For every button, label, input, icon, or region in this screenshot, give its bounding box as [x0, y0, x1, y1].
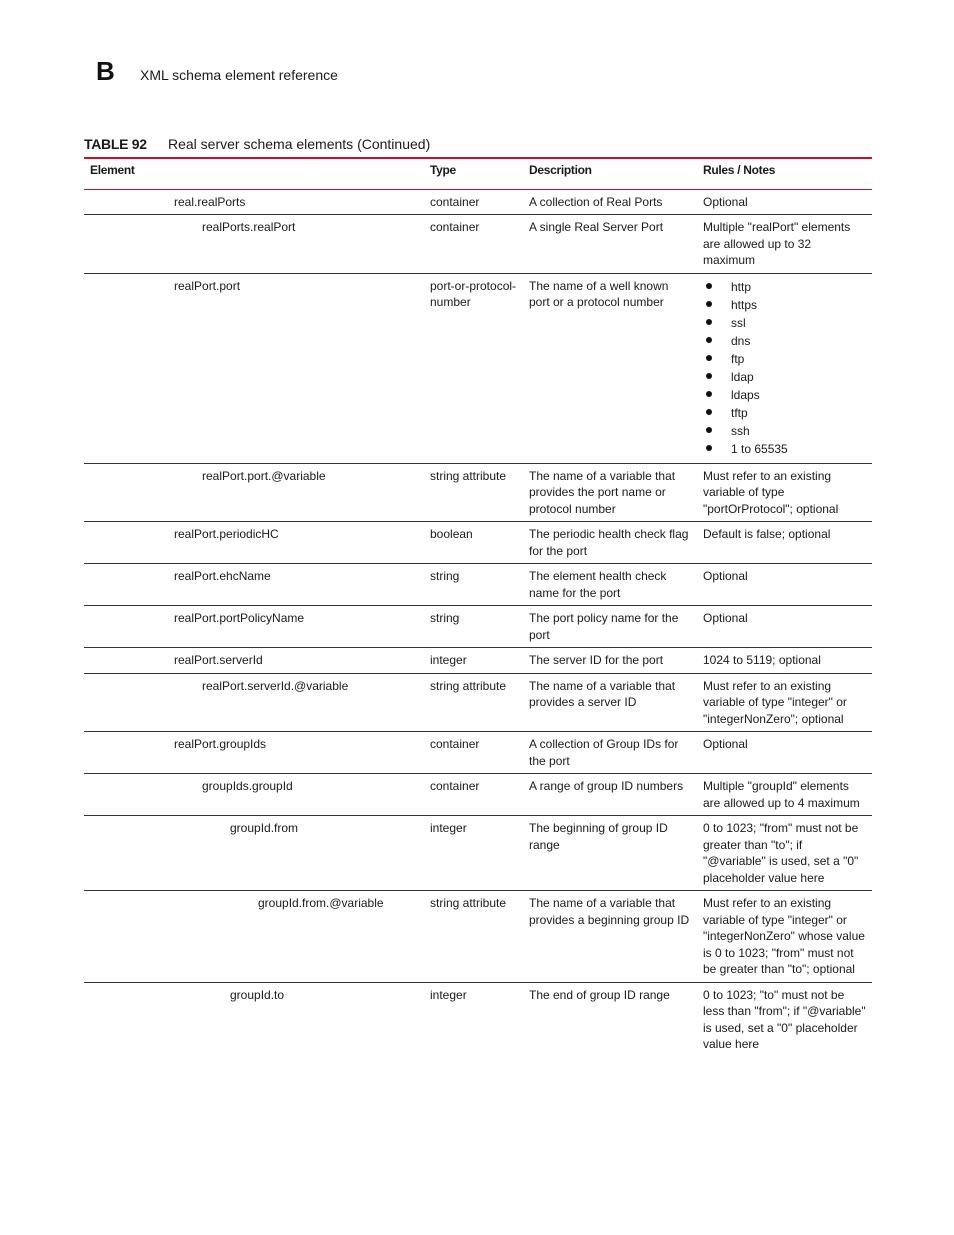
- type-cell: string: [424, 606, 523, 648]
- table-row: [84, 891, 872, 983]
- chapter-letter: B: [96, 56, 115, 86]
- bullet-item: ssh: [703, 422, 866, 440]
- description-cell: The end of group ID range: [529, 987, 670, 1002]
- type-cell: container: [424, 215, 523, 274]
- bullet-item: tftp: [703, 404, 866, 422]
- rules-cell: Optional: [697, 564, 872, 606]
- type-cell: container: [424, 732, 523, 774]
- element-cell: realPort.port: [84, 273, 424, 463]
- element-cell: realPort.port.@variable: [84, 463, 424, 522]
- table-row: [84, 982, 872, 1057]
- bullet-item: ldaps: [703, 386, 866, 404]
- table-row: [84, 648, 872, 674]
- table-row: [84, 673, 872, 732]
- table-title: Real server schema elements (Continued): [168, 136, 431, 152]
- bullet-item: 1 to 65535: [703, 440, 866, 458]
- type-cell: container: [424, 189, 523, 215]
- element-cell: groupId.from.@variable: [84, 891, 424, 983]
- bullet-item: https: [703, 296, 866, 314]
- rules-cell: Optional: [697, 606, 872, 648]
- bullet-item: dns: [703, 332, 866, 350]
- column-header-description: Description: [523, 159, 697, 189]
- table-row: [84, 564, 872, 606]
- bullet-item: http: [703, 278, 866, 296]
- rules-cell: Default is false; optional: [697, 522, 872, 564]
- bullet-item: ldap: [703, 368, 866, 386]
- element-cell: groupId.to: [230, 987, 285, 1002]
- column-header-type: Type: [424, 159, 523, 189]
- type-cell: integer: [430, 987, 467, 1002]
- type-cell: string attribute: [424, 463, 523, 522]
- rules-cell: [697, 273, 872, 463]
- element-cell: realPort.serverId.@variable: [84, 673, 424, 732]
- element-cell: realPort.portPolicyName: [84, 606, 424, 648]
- bullet-item: ftp: [703, 350, 866, 368]
- description-cell: The periodic health check flag for the port: [523, 522, 697, 564]
- rules-cell: Must refer to an existing variable of type "portOrProtocol"; optional: [697, 463, 872, 522]
- description-cell: The name of a variable that provides the port name or protocol number: [523, 463, 697, 522]
- bullet-item: ssl: [703, 314, 866, 332]
- type-cell: integer: [424, 816, 523, 891]
- element-cell: realPort.ehcName: [84, 564, 424, 606]
- rules-cell: Multiple "realPort" elements are allowed up to 32 maximum: [697, 215, 872, 274]
- element-cell: realPorts.realPort: [84, 215, 424, 274]
- table-label: TABLE 92: [84, 136, 147, 152]
- table-row: [84, 522, 872, 564]
- table-row: [84, 189, 872, 215]
- column-header-element: Element: [84, 159, 424, 189]
- description-cell: A collection of Group IDs for the port: [523, 732, 697, 774]
- rules-bullet-list: [703, 278, 866, 458]
- type-cell: string attribute: [424, 673, 523, 732]
- table-caption: [84, 135, 872, 155]
- description-cell: The port policy name for the port: [523, 606, 697, 648]
- schema-table: [84, 159, 872, 1057]
- description-cell: The name of a well known port or a protocol number: [523, 273, 697, 463]
- description-cell: The name of a variable that provides a beginning group ID: [523, 891, 697, 983]
- type-cell: container: [424, 774, 523, 816]
- element-cell: groupId.from: [84, 816, 424, 891]
- element-cell: realPort.serverId: [84, 648, 424, 674]
- type-cell: string attribute: [424, 891, 523, 983]
- description-cell: A collection of Real Ports: [523, 189, 697, 215]
- table-row: [84, 215, 872, 274]
- table-row: [84, 273, 872, 463]
- rules-cell: Optional: [697, 189, 872, 215]
- element-cell: real.realPorts: [84, 189, 424, 215]
- description-cell: A single Real Server Port: [523, 215, 697, 274]
- description-cell: The beginning of group ID range: [523, 816, 697, 891]
- table-header-row: [84, 159, 872, 189]
- rules-cell: 0 to 1023; "from" must not be greater than "to"; if "@variable" is used, set a "0" placeholder value here: [697, 816, 872, 891]
- rules-cell: Must refer to an existing variable of type "integer" or "integerNonZero" whose value is 0 to 1023; "from" must not be greater than "to"; optional: [697, 891, 872, 983]
- type-cell: boolean: [424, 522, 523, 564]
- description-cell: The name of a variable that provides a server ID: [523, 673, 697, 732]
- rules-cell: Optional: [697, 732, 872, 774]
- table-row: [84, 606, 872, 648]
- element-cell: realPort.groupIds: [84, 732, 424, 774]
- rules-cell: Multiple "groupId" elements are allowed up to 4 maximum: [697, 774, 872, 816]
- type-cell: string: [424, 564, 523, 606]
- table-row: [84, 732, 872, 774]
- column-header-rules: Rules / Notes: [697, 159, 872, 189]
- type-cell: integer: [424, 648, 523, 674]
- description-cell: A range of group ID numbers: [523, 774, 697, 816]
- table-row: [84, 774, 872, 816]
- type-cell: port-or-protocol-number: [424, 273, 523, 463]
- element-cell: realPort.periodicHC: [84, 522, 424, 564]
- element-cell: groupIds.groupId: [84, 774, 424, 816]
- rules-cell: 1024 to 5119; optional: [697, 648, 872, 674]
- description-cell: The server ID for the port: [523, 648, 697, 674]
- description-cell: The element health check name for the port: [523, 564, 697, 606]
- table-row: [84, 816, 872, 891]
- running-header-title: XML schema element reference: [140, 67, 338, 83]
- rules-cell: Must refer to an existing variable of type "integer" or "integerNonZero"; optional: [697, 673, 872, 732]
- rules-cell: 0 to 1023; "to" must not be less than "from"; if "@variable" is used, set a "0" placeholder value here: [703, 987, 866, 1051]
- table-row: [84, 463, 872, 522]
